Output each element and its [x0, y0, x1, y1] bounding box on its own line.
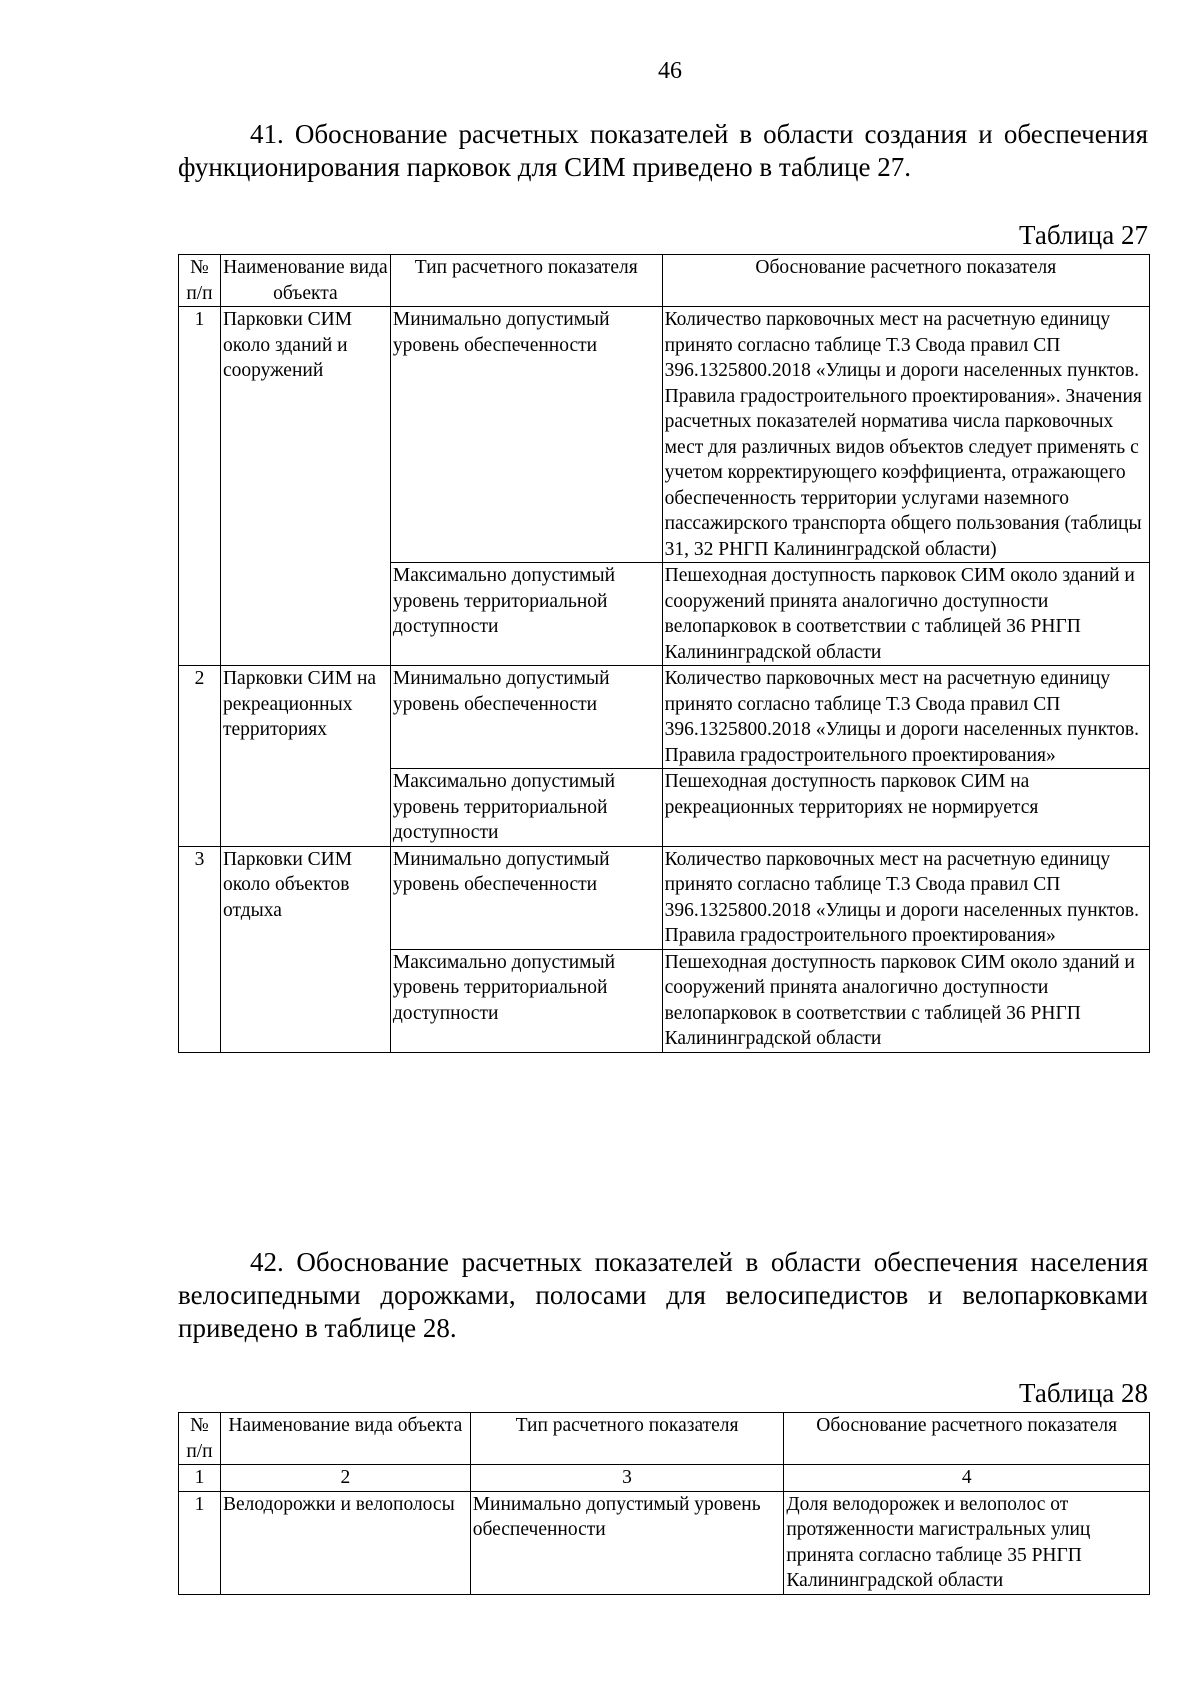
paragraph-42: [178, 1246, 1148, 1345]
table-28-caption: Таблица 28: [1019, 1378, 1148, 1408]
indicator-basis: Пешеходная доступность парковок СИМ на рекреационных территориях не нормируется: [662, 769, 1149, 847]
object-name: Велодорожки и велополосы: [220, 1491, 470, 1594]
indicator-type: Минимально допустимый уровень обеспеченности: [390, 666, 662, 769]
paragraph-41: [178, 118, 1148, 184]
row-number: 1: [179, 1491, 221, 1594]
table-row: [179, 1491, 1150, 1594]
indicator-type: Минимально допустимый уровень обеспеченности: [470, 1491, 784, 1594]
table-27-caption: Таблица 27: [1019, 220, 1148, 250]
object-name: Парковки СИМ на рекреационных территориях: [220, 666, 390, 847]
header-type: Тип расчетного показателя: [470, 1413, 784, 1465]
page-number: 46: [658, 58, 682, 84]
indicator-basis: Количество парковочных мест на расчетную единицу принято согласно таблице Т.3 Свода правил СП 396.1325800.2018 «Улицы и дороги населенных пунктов. Правила градостроительного проектирования»: [662, 846, 1149, 949]
header-name: Наименование вида объекта: [220, 1413, 470, 1465]
row-number: 3: [179, 846, 221, 1052]
header-num: № п/п: [179, 1413, 221, 1465]
column-number: 4: [784, 1465, 1150, 1492]
column-number: 2: [220, 1465, 470, 1492]
row-number: 1: [179, 307, 221, 666]
indicator-basis: Доля велодорожек и велополос от протяженности магистральных улиц принята согласно таблице 35 РНГП Калининградской области: [784, 1491, 1150, 1594]
indicator-type: Максимально допустимый уровень территориальной доступности: [390, 563, 662, 666]
indicator-type: Минимально допустимый уровень обеспеченности: [390, 846, 662, 949]
table-header-row: [179, 255, 1150, 307]
header-basis: Обоснование расчетного показателя: [784, 1413, 1150, 1465]
table-row: [179, 846, 1150, 949]
table-row: [179, 666, 1150, 769]
table-header-row: [179, 1413, 1150, 1465]
paragraph-41-text: 41. Обоснование расчетных показателей в области создания и обеспечения функционирования парковок для СИМ приведено в таблице 27.: [178, 119, 1148, 182]
paragraph-42-text: 42. Обоснование расчетных показателей в области обеспечения населения велосипедными дорожками, полосами для велосипедистов и велопарковками приведено в таблице 28.: [178, 1247, 1148, 1343]
header-name: Наименование вида объекта: [220, 255, 390, 307]
header-type: Тип расчетного показателя: [390, 255, 662, 307]
table-27: [178, 254, 1150, 1053]
indicator-type: Минимально допустимый уровень обеспеченности: [390, 307, 662, 563]
header-basis: Обоснование расчетного показателя: [662, 255, 1149, 307]
object-name: Парковки СИМ около объектов отдыха: [220, 846, 390, 1052]
header-num: № п/п: [179, 255, 221, 307]
row-number: 2: [179, 666, 221, 847]
column-number-row: [179, 1465, 1150, 1492]
table-row: [179, 307, 1150, 563]
table-28: [178, 1412, 1150, 1595]
indicator-type: Максимально допустимый уровень территориальной доступности: [390, 769, 662, 847]
column-number: 1: [179, 1465, 221, 1492]
indicator-basis: Пешеходная доступность парковок СИМ около зданий и сооружений принята аналогично доступности велопарковок в соответствии с таблицей 36 РНГП Калининградской области: [662, 563, 1149, 666]
indicator-basis: Количество парковочных мест на расчетную единицу принято согласно таблице Т.3 Свода правил СП 396.1325800.2018 «Улицы и дороги населенных пунктов. Правила градостроительного проектирования». Значения расчетных показателей норматива числа парковочных мест для различных видов объектов следует применять с учетом корректирующего коэффициента, отражающего обеспеченность территории услугами наземного пассажирского транспорта общего пользования (таблицы 31, 32 РНГП Калининградской области): [662, 307, 1149, 563]
column-number: 3: [470, 1465, 784, 1492]
indicator-basis: Пешеходная доступность парковок СИМ около зданий и сооружений принята аналогично доступности велопарковок в соответствии с таблицей 36 РНГП Калининградской области: [662, 949, 1149, 1052]
object-name: Парковки СИМ около зданий и сооружений: [220, 307, 390, 666]
indicator-basis: Количество парковочных мест на расчетную единицу принято согласно таблице Т.3 Свода правил СП 396.1325800.2018 «Улицы и дороги населенных пунктов. Правила градостроительного проектирования»: [662, 666, 1149, 769]
indicator-type: Максимально допустимый уровень территориальной доступности: [390, 949, 662, 1052]
